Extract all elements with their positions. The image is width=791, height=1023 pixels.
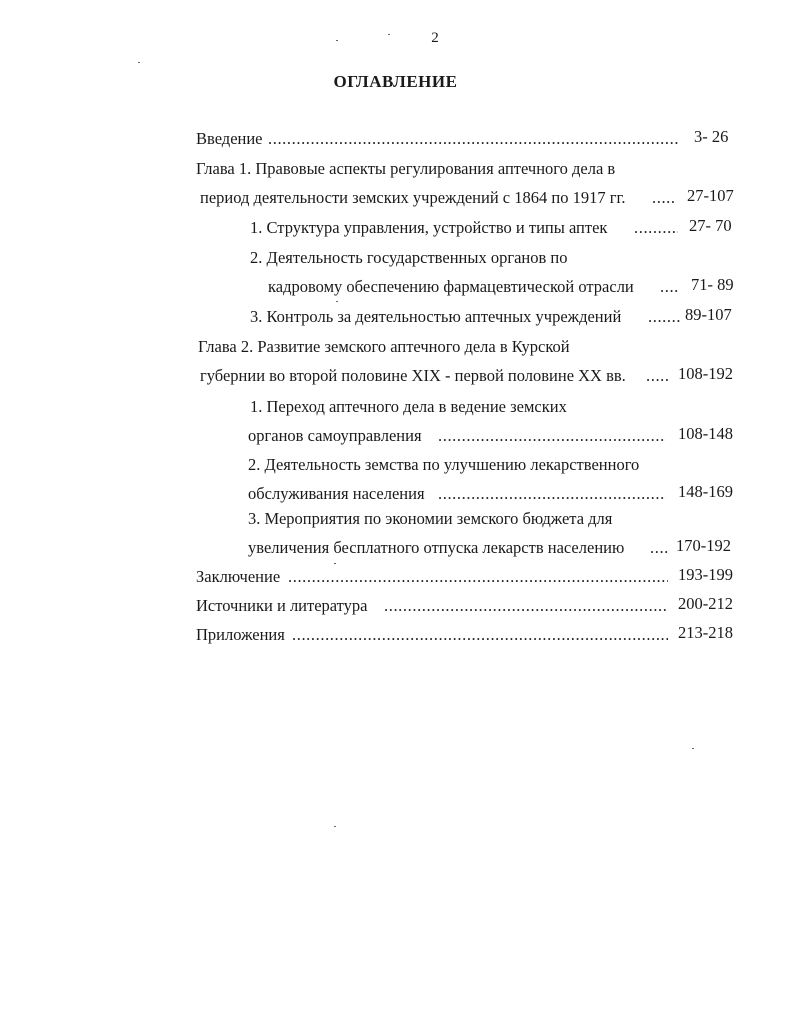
scan-speck bbox=[334, 563, 336, 564]
toc-entry-pages: 108-148 bbox=[678, 424, 733, 443]
toc-entry-label: 1. Структура управления, устройство и типы аптек bbox=[250, 218, 608, 237]
toc-entry-pages: 213-218 bbox=[678, 623, 733, 642]
toc-entry-label: 3. Мероприятия по экономии земского бюджета для bbox=[248, 509, 613, 528]
toc-entry-label: 2. Деятельность земства по улучшению лекарственного bbox=[248, 455, 640, 474]
toc-entry-label: Глава 1. Правовые аспекты регулирования аптечного дела в bbox=[196, 159, 616, 178]
leader-dots bbox=[646, 366, 670, 386]
toc-entry-pages: 27- 70 bbox=[689, 216, 732, 235]
toc-entry-label: Приложения bbox=[196, 625, 285, 644]
toc-entry-label-cont: увеличения бесплатного отпуска лекарств населению bbox=[248, 538, 625, 557]
toc-entry-pages: 170-192 bbox=[676, 536, 731, 555]
toc-entry-pages: 108-192 bbox=[678, 364, 733, 383]
leader-dots bbox=[438, 426, 666, 446]
leader-dots bbox=[660, 277, 678, 297]
page-number: 2 bbox=[431, 30, 439, 46]
leader-dots bbox=[288, 567, 668, 587]
toc-entry-pages: 89-107 bbox=[685, 305, 732, 324]
leader-dots bbox=[292, 625, 668, 645]
toc-entry-label-cont: кадровому обеспечению фармацевтической отрасли bbox=[268, 277, 634, 296]
toc-entry-label-cont: обслуживания населения bbox=[248, 484, 425, 503]
leader-dots bbox=[384, 596, 668, 616]
toc-entry-label: Заключение bbox=[196, 567, 281, 586]
toc-entry-label: 3. Контроль за деятельностью аптечных учреждений bbox=[250, 307, 622, 326]
toc-entry-label: Источники и литература bbox=[196, 596, 368, 615]
toc-entry-label-cont: период деятельности земских учреждений с 1864 по 1917 гг. bbox=[200, 188, 626, 207]
toc-entry-label-cont: органов самоуправления bbox=[248, 426, 422, 445]
leader-dots bbox=[648, 307, 680, 327]
scan-speck bbox=[138, 62, 140, 63]
toc-entry-label: Глава 2. Развитие земского аптечного дела в Курской bbox=[198, 337, 570, 356]
scan-speck bbox=[336, 301, 338, 302]
leader-dots bbox=[268, 129, 678, 149]
toc-entry-pages: 193-199 bbox=[678, 565, 733, 584]
toc-entry-label: 2. Деятельность государственных органов по bbox=[250, 248, 568, 267]
toc-entry-pages: 27-107 bbox=[687, 186, 734, 205]
scan-speck bbox=[388, 34, 390, 35]
toc-entry-label: Введение bbox=[196, 129, 263, 148]
leader-dots bbox=[438, 484, 666, 504]
leader-dots bbox=[652, 188, 676, 208]
leader-dots bbox=[634, 218, 678, 238]
toc-entry-label: 1. Переход аптечного дела в ведение земских bbox=[250, 397, 567, 416]
toc-entry-pages: 71- 89 bbox=[691, 275, 734, 294]
scan-speck bbox=[334, 826, 336, 827]
leader-dots bbox=[650, 538, 670, 558]
toc-entry-label-cont: губернии во второй половине XIX - первой половине XX вв. bbox=[200, 366, 626, 385]
toc-entry-pages: 200-212 bbox=[678, 594, 733, 613]
scan-speck bbox=[692, 748, 694, 749]
toc-title: ОГЛАВЛЕНИЕ bbox=[333, 72, 458, 91]
toc-entry-pages: 3- 26 bbox=[694, 127, 729, 146]
scan-speck bbox=[336, 40, 338, 41]
toc-entry-pages: 148-169 bbox=[678, 482, 733, 501]
